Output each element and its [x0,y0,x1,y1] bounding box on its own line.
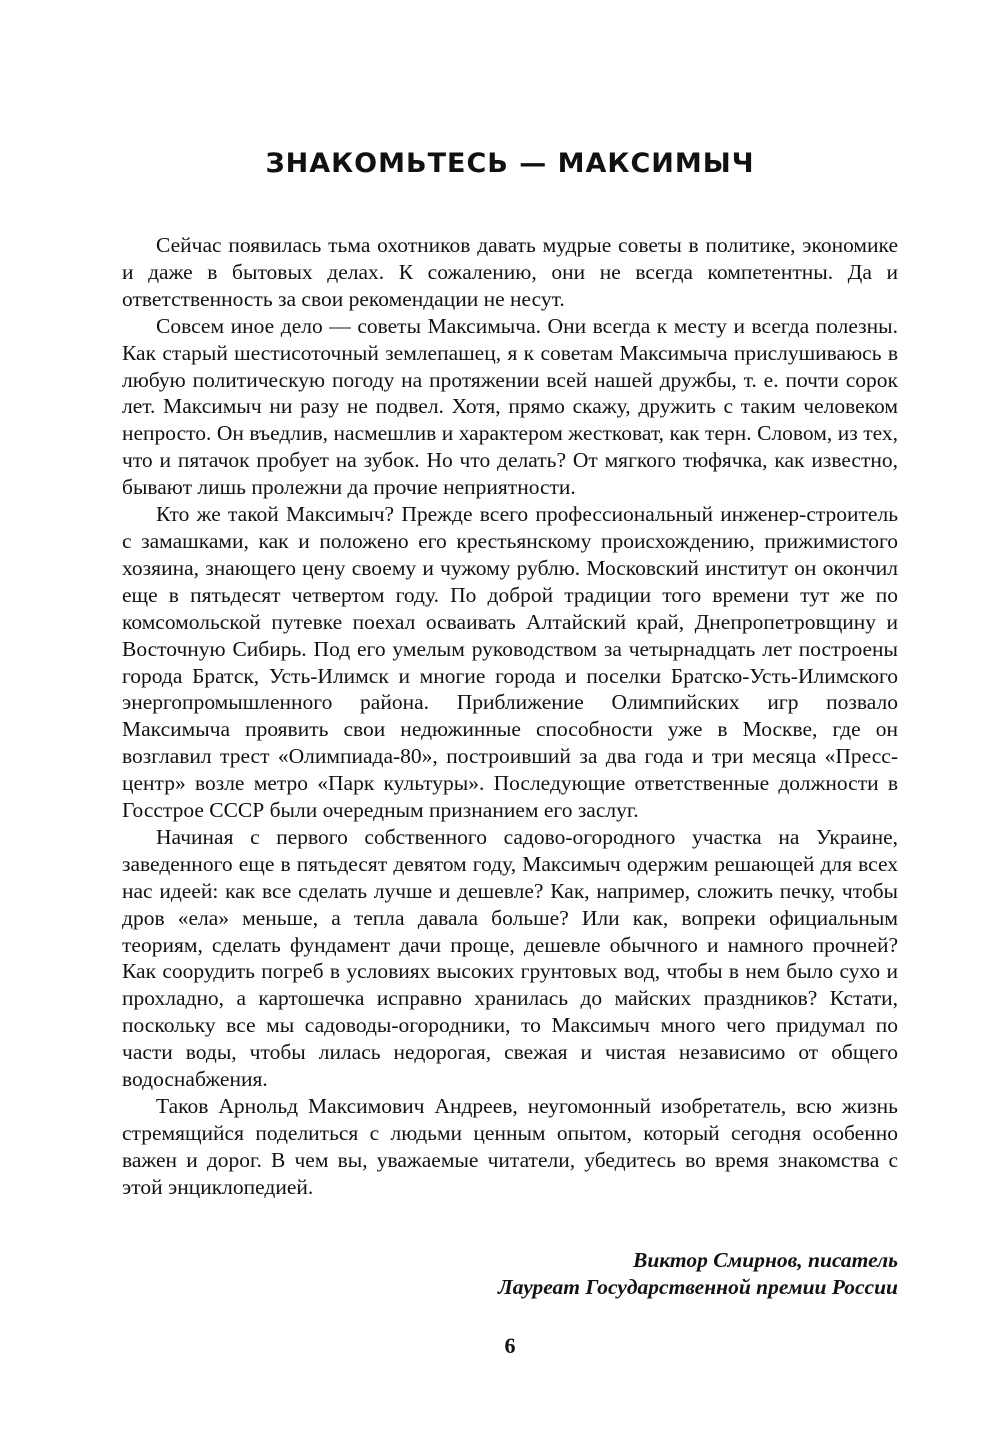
author-signature [122,1247,898,1301]
page-number: 6 [504,1333,516,1358]
signature-author: Виктор Смирнов, писатель [632,1248,898,1272]
body-text [122,232,898,1201]
paragraph: Таков Арнольд Максимович Андреев, неугомонный изобретатель, всю жизнь стремящийся поделиться с людьми ценным опытом, который сегодня особенно важен и дорог. В чем вы, уважаемые читатели, убедитесь во время знакомства с этой энциклопедией. [122,1094,898,1199]
paragraph: Начиная с первого собственного садово-огородного участка на Украине, заведенного еще в пятьдесят девятом году, Максимыч одержим решающей для всех нас идеей: как все сделать лучше и дешевле? Как, например, сложить печку, чтобы дров «ела» меньше, а тепла давала больше? Или как, вопреки официальным теориям, сделать фундамент дачи проще, дешевле обычного и намного прочней? Как соорудить погреб в условиях высоких грунтовых вод, чтобы в нем было сухо и прохладно, а картошечка исправно хранилась до майских праздников? Кстати, поскольку все мы садоводы-огородники, то Максимыч много чего придумал по части воды, чтобы лилась недорогая, свежая и чистая независимо от общего водоснабжения. [122,824,898,1092]
paragraph: Кто же такой Максимыч? Прежде всего профессиональный инженер-строитель с замашками, как и положено его крестьянскому происхождению, прижимистого хозяина, знающего цену своему и чужому рублю. Московский институт он окончил еще в пятьдесят четвертом году. По доброй традиции того времени тут же по комсомольской путевке поехал осваивать Алтайский край, Днепропетровщину и Восточную Сибирь. Под его умелым руководством за четырнадцать лет построены города Братск, Усть-Илимск и многие города и поселки Братско-Усть-Илимского энергопромышленного района. Приближение Олимпийских игр позвало Максимыча проявить свои недюжинные способности уже в Москве, где он возглавил трест «Олимпиада-80», построивший за два года и три месяца «Пресс-центр» возле метро «Парк культуры». Последующие ответственные должности в Госстрое СССР были очередным признанием его заслуг. [122,502,898,823]
paragraph: Совсем иное дело — советы Максимыча. Они всегда к месту и всегда полезны. Как старый шестисоточный землепашец, я к советам Максимыча прислушиваюсь в любую политическую погоду на протяжении всей нашей дружбы, т. е. почти сорок лет. Максимыч ни разу не подвел. Хотя, прямо скажу, дружить с таким человеком непросто. Он въедлив, насмешлив и характером жестковат, как терн. Словом, из тех, что и пятачок пробует на зубок. Но что делать? От мягкого тюфячка, как известно, бывают лишь пролежни да прочие неприятности. [122,313,898,500]
book-page [122,0,898,1447]
signature-title: Лауреат Государственной премии России [498,1275,898,1299]
paragraph: Сейчас появилась тьма охотников давать мудрые советы в политике, экономике и даже в бытовых делах. К сожалению, они не всегда компетентны. Да и ответственность за свои рекомендации не несут. [122,233,898,311]
chapter-title: ЗНАКОМЬТЕСЬ — МАКСИМЫЧ [265,148,755,179]
